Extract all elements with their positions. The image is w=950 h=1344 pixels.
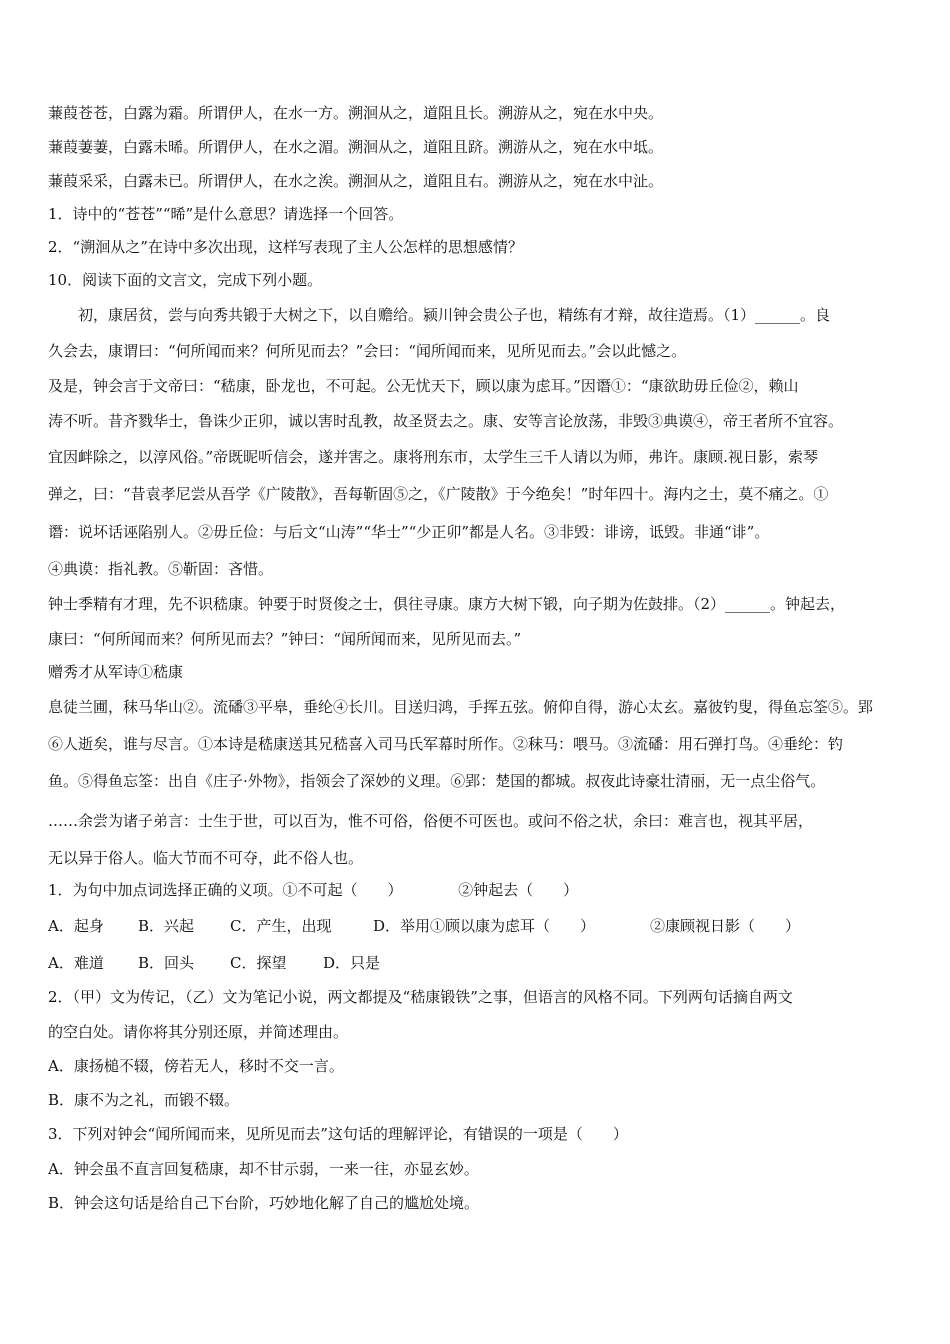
poem-question: 1．诗中的“苍苍”“晞”是什么意思？请选择一个回答。 (48, 205, 404, 223)
passage-line: ⑥人逝矣，谁与尽言。①本诗是嵇康送其兄嵇喜入司马氏军幕时所作。②秣马：喂马。③流磻：用石弹打鸟。④垂纶：钓 (48, 735, 844, 753)
option-a: A．难道 (48, 954, 104, 972)
passage-line: 鱼。⑤得鱼忘筌：出自《庄子·外物》，指领会了深妙的义理。⑥郢：楚国的都城。叔夜此诗豪壮清丽，无一点尘俗气。 (48, 772, 826, 790)
passage-line: ……余尝为诸子弟言：士生于世，可以百为，惟不可俗，俗便不可医也。或问不俗之状，余曰：难言也，视其平居， (48, 812, 814, 830)
passage-line: 初，康居贫，尝与向秀共锻于大树之下，以自赡给。颍川钟会贵公子也，精练有才辩，故往造焉。（1）______。良 (78, 306, 831, 324)
footnote-line: ④典谟：指礼教。⑤靳固：吝惜。 (48, 560, 274, 578)
question-2-stem: 的空白处。请你将其分别还原，并简述理由。 (48, 1023, 349, 1041)
poem-title: 赠秀才从军诗①嵇康 (48, 663, 184, 681)
option-c: C．产生，出现 (230, 917, 332, 935)
question-3-option-a: A．钟会虽不直言回复嵇康，却不甘示弱，一来一往，亦显玄妙。 (48, 1160, 479, 1178)
option-d: D．举用①顾以康为虑耳（ ） (373, 917, 596, 935)
poem-question: 2．“溯洄从之”在诗中多次出现，这样写表现了主人公怎样的思想感情？ (48, 238, 523, 256)
question-1-stem (48, 880, 908, 900)
passage-line: 无以异于俗人。临大节而不可夺，此不俗人也。 (48, 849, 364, 867)
question-1-part-a: 1．为句中加点词选择正确的义项。①不可起（ ） (48, 881, 403, 899)
passage-line: 康曰：“何所闻而来？何所见而去？”钟曰：“闻所闻而来，见所见而去。” (48, 630, 522, 648)
option-b: B．回头 (138, 954, 195, 972)
passage-line: 久会去，康谓曰：“何所闻而来？何所见而去？”会曰：“闻所闻而来，见所见而去。”会以此憾之。 (48, 342, 687, 360)
question-2-sentence-b: B．康不为之礼，而锻不辍。 (48, 1091, 240, 1109)
passage-line: 钟士季精有才理，先不识嵇康。钟要于时贤俊之士，俱往寻康。康方大树下锻，向子期为佐鼓排。（2）______。钟起去， (48, 595, 846, 613)
poem-line: 蒹葭萋萋，白露未晞。所谓伊人，在水之湄。溯洄从之，道阻且跻。溯游从之，宛在水中坻。 (48, 138, 664, 156)
question-1-part-c: ②康顾视日影（ ） (650, 917, 801, 935)
poem-line: 蒹葭采采，白露未已。所谓伊人，在水之涘。溯洄从之，道阻且右。溯游从之，宛在水中沚。 (48, 172, 664, 190)
question-10-title: 10．阅读下面的文言文，完成下列小题。 (48, 271, 323, 289)
question-3-option-b: B．钟会这句话是给自己下台阶，巧妙地化解了自己的尴尬处境。 (48, 1194, 480, 1212)
option-c: C．探望 (230, 954, 287, 972)
passage-line: 弹之，曰：“昔袁孝尼尝从吾学《广陵散》，吾每靳固⑤之，《广陵散》于今绝矣！”时年四十。海内之士，莫不痛之。① (48, 485, 829, 503)
question-1-part-b: ②钟起去（ ） (458, 881, 579, 899)
option-a: A．起身 (48, 917, 104, 935)
passage-line: 涛不听。昔齐戮华士，鲁诛少正卯，诚以害时乱教，故圣贤去之。康、安等言论放荡，非毁③典谟④，帝王者所不宜容。 (48, 412, 844, 430)
option-b: B．兴起 (138, 917, 195, 935)
footnote-line: 谮：说坏话诬陷别人。②毋丘俭：与后文“山涛”“华士”“少正卯”都是人名。③非毁：诽谤，诋毁。非通“诽”。 (48, 523, 770, 541)
option-d: D．只是 (323, 954, 381, 972)
question-1-options-row (48, 916, 908, 936)
poem-line: 蒹葭苍苍，白露为霜。所谓伊人，在水一方。溯洄从之，道阻且长。溯游从之，宛在水中央。 (48, 104, 664, 122)
question-1-options-row (48, 953, 908, 973)
question-3-stem: 3．下列对钟会“闻所闻而来，见所见而去”这句话的理解评论，有错误的一项是（ ） (48, 1125, 628, 1143)
question-2-sentence-a: A．康扬槌不辍，傍若无人，移时不交一言。 (48, 1057, 344, 1075)
passage-line: 息徒兰圃，秣马华山②。流磻③平皋，垂纶④长川。目送归鸿，手挥五弦。俯仰自得，游心太玄。嘉彼钓叟，得鱼忘筌⑤。郢 (48, 698, 874, 716)
passage-line: 宜因衅除之，以淳风俗。”帝既昵听信会，遂并害之。康将刑东市，太学生三千人请以为师，弗许。康顾.视日影，索琴 (48, 448, 818, 466)
question-2-stem: 2．（甲）文为传记，（乙）文为笔记小说，两文都提及“嵇康锻铁”之事，但语言的风格不同。下列两句话摘自两文 (48, 988, 793, 1006)
passage-line: 及是，钟会言于文帝曰：“嵇康，卧龙也，不可起。公无忧天下，顾以康为虑耳。”因谮①：“康欲助毋丘俭②，赖山 (48, 377, 799, 395)
